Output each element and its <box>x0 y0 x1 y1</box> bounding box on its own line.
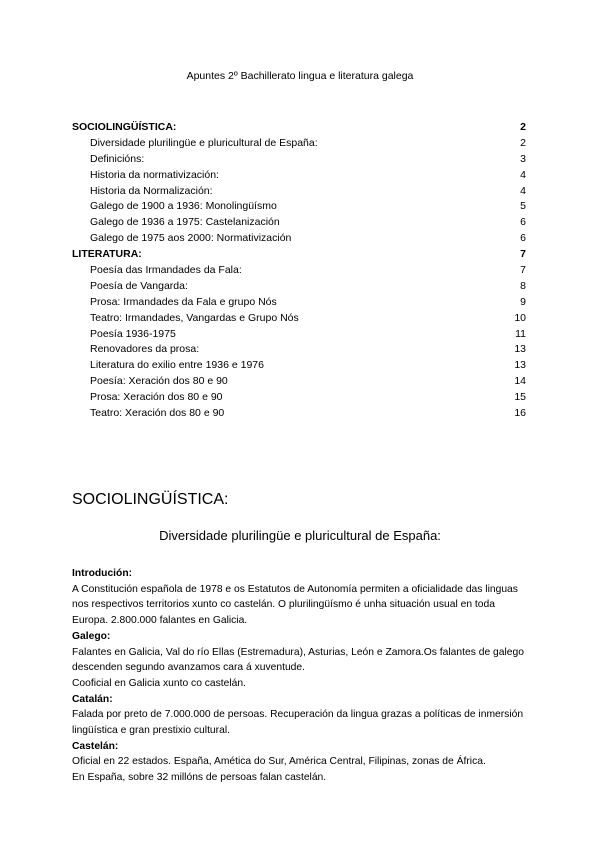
toc-entry[interactable] <box>72 342 526 358</box>
toc-page-number: 4 <box>520 168 526 181</box>
document-header: Apuntes 2º Bachillerato lingua e literatura galega <box>186 70 414 82</box>
paragraph: Falantes en Galicia, Val do río Ellas (Estremadura), Asturias, León e Zamora.Os falantes de galego descenden segundo avanzamos cara á xuventude. Cooficial en Galicia xunto co castelán. <box>72 646 524 689</box>
toc-entry[interactable] <box>72 406 526 422</box>
toc-page-number: 16 <box>514 407 526 420</box>
toc-entry-label: Historia da normativización: <box>90 168 219 181</box>
toc-entry[interactable] <box>72 311 526 327</box>
toc-entry-label: Galego de 1936 a 1975: Castelanización <box>90 216 280 229</box>
paragraph: Falada por preto de 7.000.000 de persoas. Recuperación da lingua grazas a políticas de inmersión lingüística e gran prestixio cultural. <box>72 709 524 737</box>
toc-page-number: 2 <box>520 136 526 149</box>
toc-entry[interactable] <box>72 295 526 311</box>
toc-entry[interactable] <box>72 152 526 168</box>
toc-entry-label: Literatura do exilio entre 1936 e 1976 <box>90 359 264 372</box>
toc-page-number: 7 <box>520 248 526 261</box>
toc-entry[interactable] <box>72 358 526 374</box>
toc-page-number: 3 <box>520 152 526 165</box>
toc-entry[interactable] <box>72 263 526 279</box>
toc-entry[interactable] <box>72 374 526 390</box>
term-heading: Introdución: <box>72 568 133 579</box>
toc-page-number: 11 <box>515 327 526 340</box>
toc-page-number: 6 <box>520 232 526 245</box>
toc-entry-label: Galego de 1900 a 1936: Monolingüísmo <box>90 200 277 213</box>
toc-entry[interactable] <box>72 215 526 231</box>
toc-page-number: 7 <box>520 264 526 277</box>
toc-section-label: SOCIOLINGÜÍSTICA: <box>72 121 177 133</box>
toc-entry-label: Poesía das Irmandades da Fala: <box>90 264 242 277</box>
toc-entry[interactable] <box>72 184 526 200</box>
term-heading: Catalán: <box>72 693 113 705</box>
toc-entry[interactable] <box>72 168 526 184</box>
toc-page-number: 5 <box>520 200 526 213</box>
toc-section-literatura[interactable] <box>72 247 526 263</box>
toc-page-number: 4 <box>520 184 526 197</box>
toc-page-number: 2 <box>520 121 526 133</box>
toc-entry[interactable] <box>72 390 526 406</box>
toc-section-label: LITERATURA: <box>72 248 142 261</box>
table-of-contents <box>72 120 526 422</box>
toc-entry-label: Renovadores da prosa: <box>90 343 200 356</box>
toc-entry[interactable] <box>72 327 526 343</box>
toc-entry-label: Teatro: Irmandades, Vangardas e Grupo Nós <box>90 311 299 324</box>
term-heading: Castelán: <box>72 740 119 752</box>
toc-section-sociolinguistica[interactable] <box>72 120 526 136</box>
toc-entry-label: Historia da Normalización: <box>90 184 213 197</box>
toc-entry[interactable] <box>72 136 526 152</box>
subsection-heading: Diversidade plurilingüe e pluricultural de España: <box>159 528 441 543</box>
toc-page-number: 15 <box>514 391 526 404</box>
toc-page-number: 9 <box>520 295 526 308</box>
paragraph: A Constitución española de 1978 e os Estatutos de Autonomía permiten a oficialidade das linguas nos respectivos territorios xunto co castelán. O plurilingüísmo é unha situación usual en toda Europa. 2.800.000 falantes en Galicia. <box>72 583 518 627</box>
toc-page-number: 10 <box>514 311 526 324</box>
paragraph: Oficial en 22 estados. España, Amética do Sur, América Central, Filipinas, zonas de África. En España, sobre 32 millóns de persoas falan castelán. <box>72 756 486 784</box>
toc-page-number: 13 <box>514 343 526 356</box>
section-heading: SOCIOLINGÜÍSTICA: <box>72 491 229 508</box>
toc-entry-label: Poesía 1936-1975 <box>90 327 176 340</box>
body-text <box>72 566 532 786</box>
toc-page-number: 14 <box>514 375 526 388</box>
toc-entry-label: Prosa: Xeración dos 80 e 90 <box>90 391 223 404</box>
toc-page-number: 6 <box>520 216 526 229</box>
toc-entry-label: Definicións: <box>90 152 145 165</box>
toc-entry-label: Prosa: Irmandades da Fala e grupo Nós <box>90 295 277 308</box>
toc-entry-label: Diversidade plurilingüe e pluricultural de España: <box>90 136 318 149</box>
toc-entry[interactable] <box>72 279 526 295</box>
toc-entry-label: Teatro: Xeración dos 80 e 90 <box>90 407 225 420</box>
toc-page-number: 13 <box>514 359 526 372</box>
toc-entry[interactable] <box>72 231 526 247</box>
toc-entry-label: Poesía de Vangarda: <box>90 279 188 292</box>
toc-entry-label: Poesía: Xeración dos 80 e 90 <box>90 375 228 388</box>
toc-page-number: 8 <box>520 279 526 292</box>
term-heading: Galego: <box>72 630 111 642</box>
toc-entry-label: Galego de 1975 aos 2000: Normativización <box>90 232 292 245</box>
toc-entry[interactable] <box>72 199 526 215</box>
